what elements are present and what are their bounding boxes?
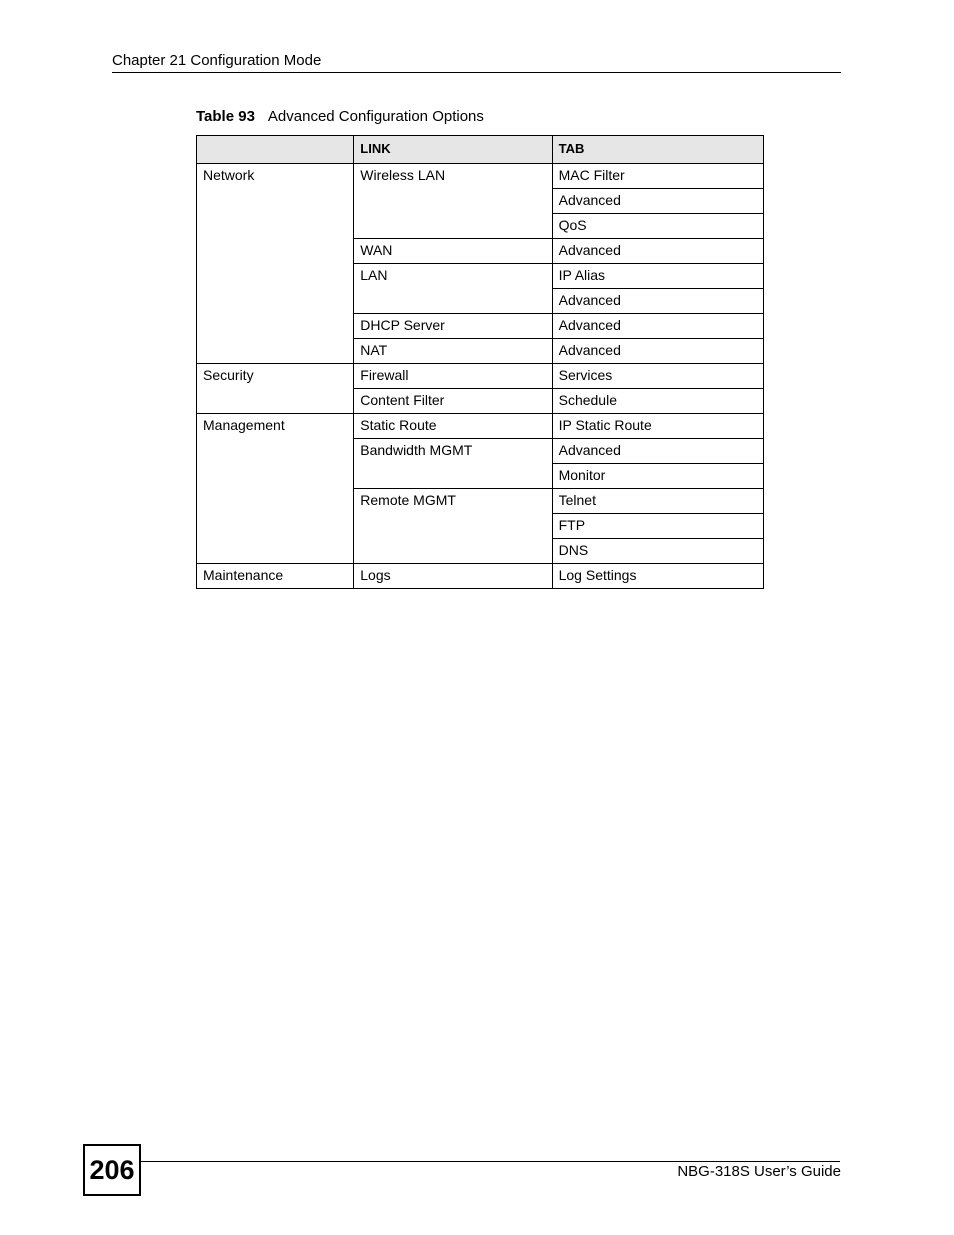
running-header [112,51,841,73]
tab-cell: IP Alias [552,264,763,289]
menu-cell: Maintenance [197,564,354,589]
tab-cell: Advanced [552,239,763,264]
table-number: Table 93 [196,108,255,125]
tab-cell: FTP [552,514,763,539]
advanced-configuration-table [196,135,764,589]
menu-cell: Management [197,414,354,564]
tab-cell: Advanced [552,289,763,314]
tab-cell: Monitor [552,464,763,489]
link-cell: Wireless LAN [354,164,552,239]
link-cell: Firewall [354,364,552,389]
table-row [197,364,764,389]
link-cell: DHCP Server [354,314,552,339]
table-header-row [197,136,764,164]
tab-cell: MAC Filter [552,164,763,189]
table-row [197,564,764,589]
link-cell: Bandwidth MGMT [354,439,552,489]
link-cell: LAN [354,264,552,314]
table-caption [196,107,484,126]
tab-cell: Advanced [552,314,763,339]
tab-cell: Advanced [552,339,763,364]
tab-cell: Services [552,364,763,389]
table-row [197,414,764,439]
tab-cell: Telnet [552,489,763,514]
page-number: 206 [83,1144,141,1196]
tab-cell: QoS [552,214,763,239]
tab-cell: Log Settings [552,564,763,589]
chapter-title: Chapter 21 Configuration Mode [112,52,322,69]
column-header-tab: TAB [552,136,763,164]
table-row [197,164,764,189]
tab-cell: Schedule [552,389,763,414]
link-cell: Remote MGMT [354,489,552,564]
link-cell: Content Filter [354,389,552,414]
link-cell: Logs [354,564,552,589]
menu-cell: Security [197,364,354,414]
tab-cell: Advanced [552,189,763,214]
menu-cell: Network [197,164,354,364]
tab-cell: Advanced [552,439,763,464]
tab-cell: IP Static Route [552,414,763,439]
link-cell: Static Route [354,414,552,439]
column-header-menu [197,136,354,164]
guide-title: NBG-318S User’s Guide [677,1163,841,1180]
link-cell: WAN [354,239,552,264]
column-header-link: LINK [354,136,552,164]
tab-cell: DNS [552,539,763,564]
link-cell: NAT [354,339,552,364]
table-title: Advanced Configuration Options [267,108,484,125]
